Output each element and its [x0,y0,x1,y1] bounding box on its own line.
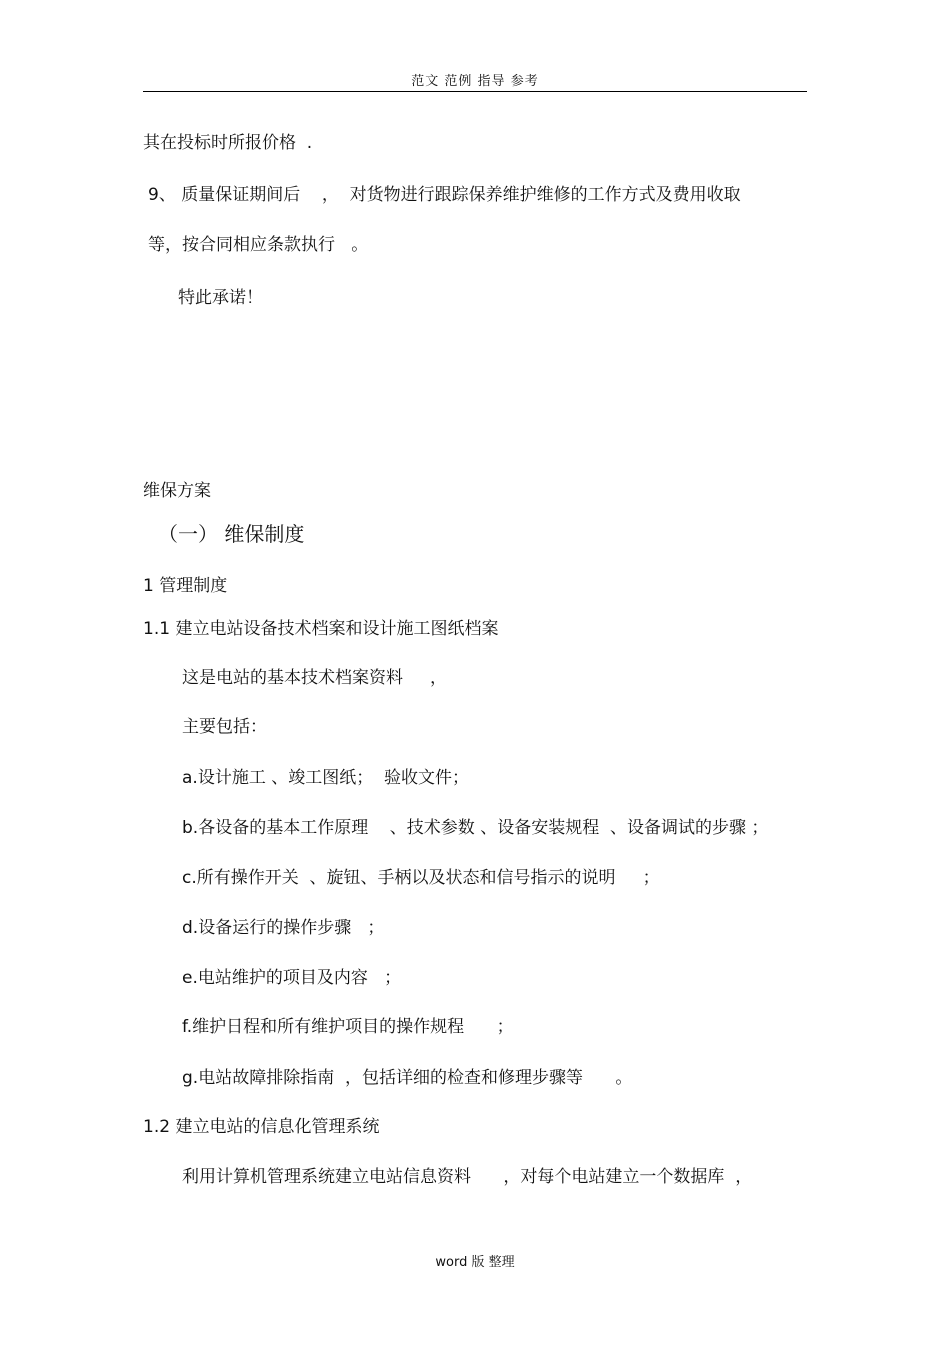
list-item-g: g.电站故障排除指南 ，包括详细的检查和修理步骤等 。 [182,1068,633,1088]
heading-management-system: 1 管理制度 [143,576,228,596]
paragraph-includes: 主要包括： [182,717,267,737]
heading-1-1: 1.1 建立电站设备技术档案和设计施工图纸档案 [143,619,499,639]
heading-1-2: 1.2 建立电站的信息化管理系统 [143,1117,380,1137]
list-item-a: a.设计施工 、竣工图纸； 验收文件； [182,768,470,788]
subsection-title: （一） 维保制度 [158,522,305,546]
header-divider [143,91,807,92]
paragraph-price: 其在投标时所报价格 . [143,133,313,153]
list-item-f: f.维护日程和所有维护项目的操作规程 ； [182,1017,514,1037]
list-item-c: c.所有操作开关 、旋钮、手柄以及状态和信号指示的说明 ； [182,868,660,888]
paragraph-archive: 这是电站的基本技术档案资料 ， [182,668,448,688]
list-item-e: e.电站维护的项目及内容 ； [182,968,402,988]
list-item-b: b.各设备的基本工作原理 、技术参数 、设备安装规程 、设备调试的步骤 ； [182,818,769,838]
paragraph-database: 利用计算机管理系统建立电站信息资料 ，对每个电站建立一个数据库 ， [182,1167,753,1187]
paragraph-commitment: 特此承诺！ [178,288,263,308]
page-header: 范文 范例 指导 参考 [411,74,539,89]
section-title: 维保方案 [143,481,211,501]
paragraph-item-9-cont: 等，按合同相应条款执行 。 [148,235,369,255]
list-item-d: d.设备运行的操作步骤 ； [182,918,385,938]
paragraph-item-9: 9、 质量保证期间后 ， 对货物进行跟踪保养维护维修的工作方式及费用收取 [148,185,741,205]
page-footer: word 版 整理 [435,1255,515,1270]
